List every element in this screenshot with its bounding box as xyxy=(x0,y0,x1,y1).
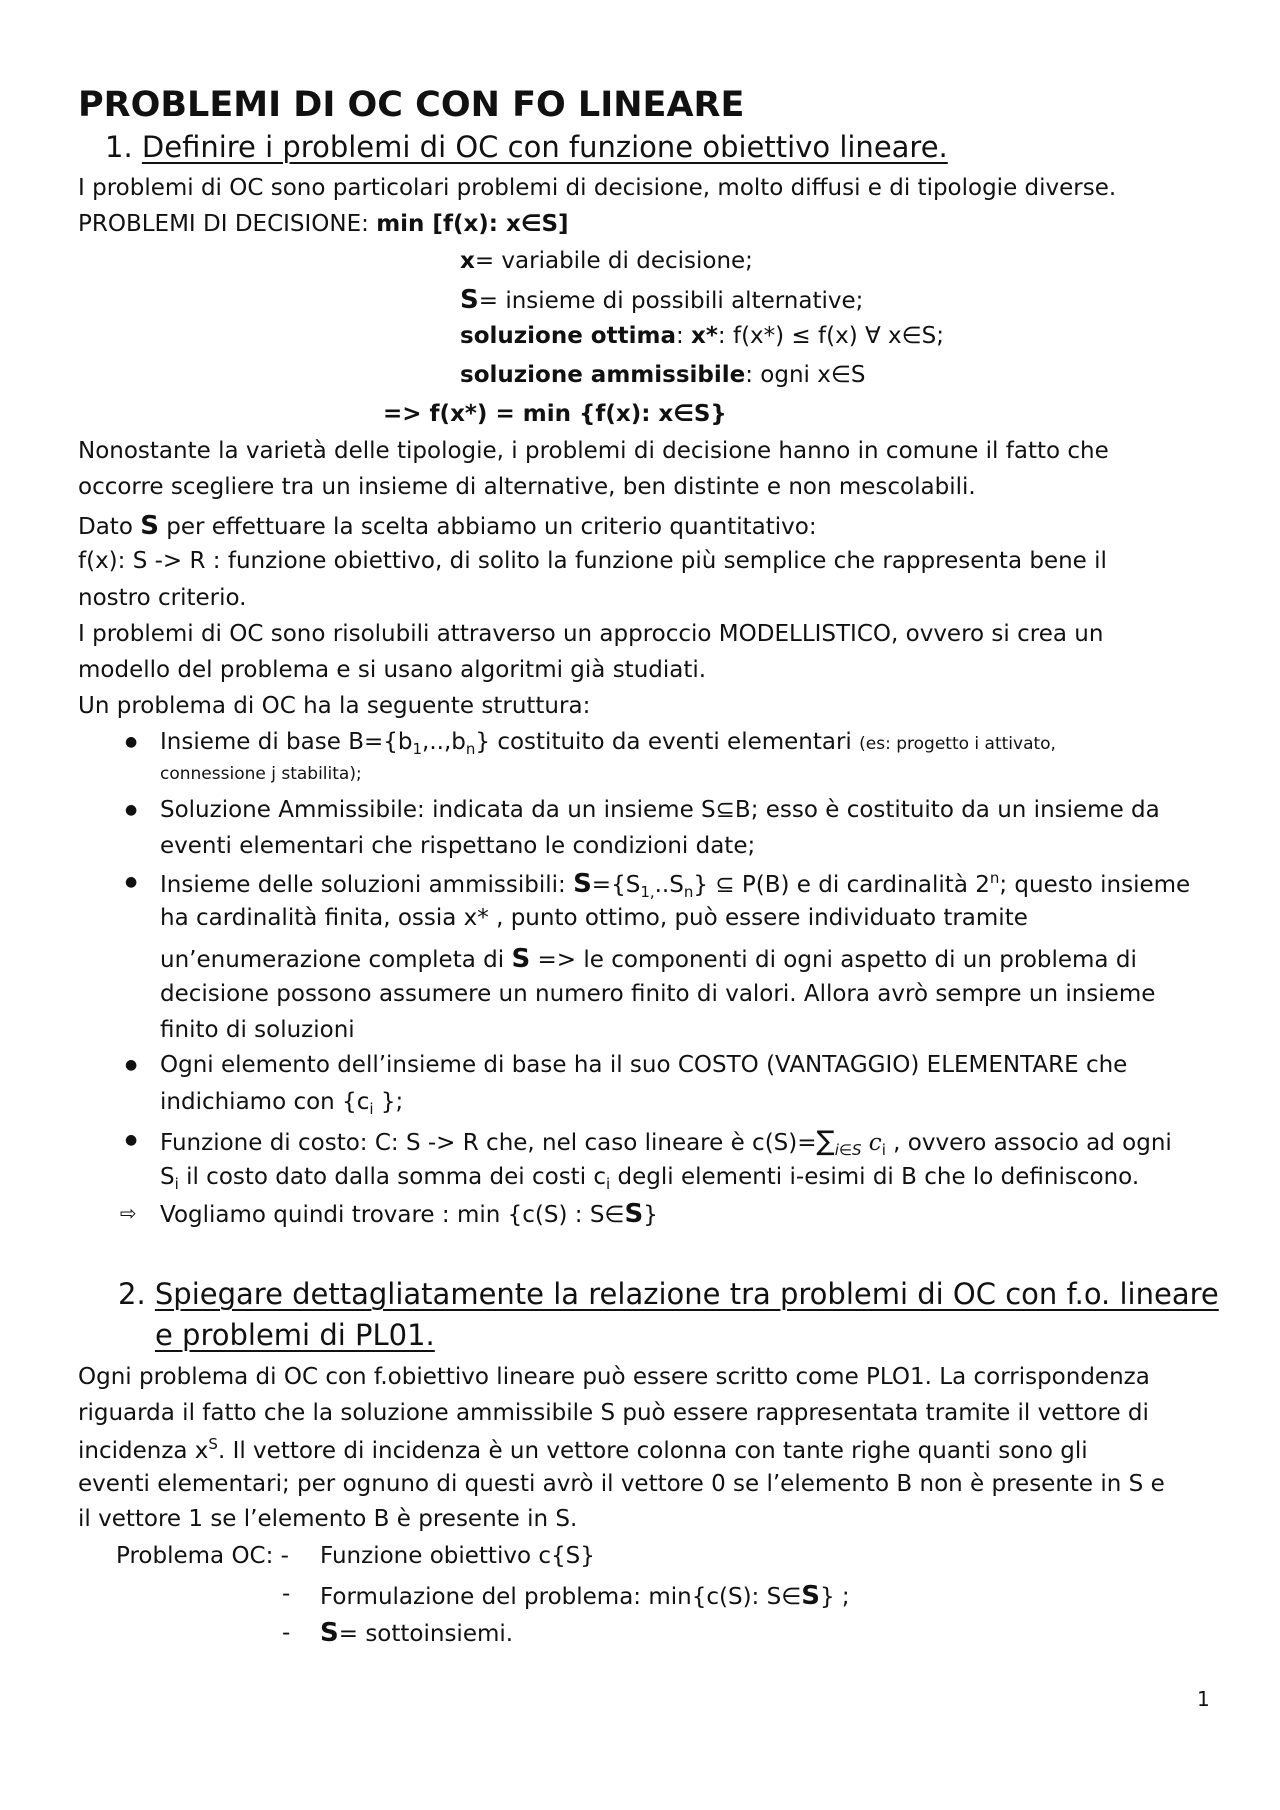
set-symbol: S xyxy=(320,1618,339,1648)
bullet-icon: ● xyxy=(125,1132,138,1148)
decision-formula: min [f(x): x∈S] xyxy=(376,211,569,237)
superscript: n xyxy=(989,869,1000,887)
q1-heading xyxy=(105,130,948,164)
list-item-cont: finito di soluzioni xyxy=(160,1017,355,1043)
set-symbol: S xyxy=(140,511,159,541)
superscript: S xyxy=(208,1435,218,1453)
list-item xyxy=(160,731,1056,757)
def-term: S xyxy=(460,285,479,315)
def-term: x xyxy=(460,248,475,274)
list-item-cont xyxy=(160,1166,1139,1192)
document-title: PROBLEMI DI OC CON FO LINEARE xyxy=(78,85,745,125)
decision-label: PROBLEMI DI DECISIONE: xyxy=(78,211,377,237)
sum-symbol: ∑ xyxy=(816,1126,835,1157)
bullet-icon: ● xyxy=(125,874,138,890)
text: . Il vettore di incidenza è un vettore colonna con tante righe quanti sono gli xyxy=(217,1438,1088,1464)
bullet-icon: ● xyxy=(125,734,138,750)
text: , ovvero associo ad ogni xyxy=(885,1130,1172,1156)
text: = sottoinsiemi. xyxy=(338,1621,514,1647)
list-item-cont xyxy=(160,946,1137,972)
subscript: i xyxy=(606,1175,611,1193)
def-set xyxy=(460,287,863,313)
list-item xyxy=(160,1128,1172,1158)
cost-symbol: c xyxy=(861,1130,882,1156)
text: ,..,b xyxy=(422,729,466,755)
text: } ; xyxy=(819,1584,850,1610)
text: => le componenti di ogni aspetto di un problema di xyxy=(530,947,1137,973)
q2-number: 2. xyxy=(118,1277,146,1311)
q1-paragraph: modello del problema e si usano algoritmi già studiati. xyxy=(78,657,707,683)
text: ={S xyxy=(591,872,641,898)
subscript: 1, xyxy=(640,883,655,901)
def-text: : f(x*) ≤ f(x) ∀ x∈S; xyxy=(717,323,945,349)
decision-line xyxy=(78,213,569,236)
subscript: i xyxy=(881,1141,886,1159)
conclusion-formula: => f(x*) = min {f(x): x∈S} xyxy=(383,401,727,427)
list-item: Soluzione Ammissibile: indicata da un insieme S⊆B; esso è costituito da un insieme da xyxy=(160,797,1160,823)
example-note: connessione j stabilita); xyxy=(160,764,362,784)
subscript: i∈S xyxy=(834,1141,862,1159)
list-item-cont: ha cardinalità finita, ossia x* , punto ottimo, può essere individuato tramite xyxy=(160,905,1028,931)
subscript: 1 xyxy=(412,740,423,758)
text: per effettuare la scelta abbiamo un criterio quantitativo: xyxy=(158,514,817,540)
dash: - xyxy=(282,1620,291,1646)
q1-paragraph: f(x): S -> R : funzione obiettivo, di solito la funzione più semplice che rappresenta bene il xyxy=(78,548,1107,574)
text: } ⊆ P(B) e di cardinalità 2 xyxy=(693,872,990,898)
list-item xyxy=(160,1201,658,1227)
def-admissible xyxy=(460,364,866,387)
subscript: n xyxy=(683,883,694,901)
arrow-right-icon: ⇨ xyxy=(120,1201,137,1225)
list-item-cont: eventi elementari che rispettano le condizioni date; xyxy=(160,833,756,859)
def-sep: : xyxy=(675,323,692,349)
q2-paragraph: eventi elementari; per ognuno di questi avrò il vettore 0 se l’elemento B non è presente in S e xyxy=(78,1471,1165,1497)
q1-paragraph: Nonostante la varietà delle tipologie, i problemi di decisione hanno in comune il fatto che xyxy=(78,438,1109,464)
q1-paragraph: nostro criterio. xyxy=(78,585,247,611)
q1-paragraph: occorre scegliere tra un insieme di alternative, ben distinte e non mescolabili. xyxy=(78,474,976,500)
def-text: = insieme di possibili alternative; xyxy=(478,288,864,314)
q2-heading xyxy=(118,1277,1219,1311)
text: ; questo insieme xyxy=(999,872,1191,898)
def-optimal xyxy=(460,325,944,348)
set-symbol: S xyxy=(573,869,592,899)
set-symbol: S xyxy=(624,1199,644,1229)
def-term: x* xyxy=(691,323,718,349)
text: ..S xyxy=(654,872,684,898)
page-number: 1 xyxy=(1197,1687,1210,1711)
subscript: n xyxy=(465,740,476,758)
text: incidenza x xyxy=(78,1438,209,1464)
set-symbol: S xyxy=(511,944,531,974)
bullet-icon: ● xyxy=(125,1057,138,1073)
def-text: : ogni x∈S xyxy=(745,362,866,388)
dash: - xyxy=(282,1581,291,1607)
text: Insieme delle soluzioni ammissibili: xyxy=(160,872,574,898)
q1-number: 1. xyxy=(105,130,133,164)
oc-label: Problema OC: - xyxy=(116,1543,289,1569)
def-term: soluzione ottima xyxy=(460,323,676,349)
text: } costituito da eventi elementari xyxy=(475,729,860,755)
text: Vogliamo quindi trovare : min {c(S) : S∈ xyxy=(160,1202,625,1228)
q2-heading-cont: e problemi di PL01. xyxy=(155,1318,435,1352)
oc-item xyxy=(320,1583,850,1609)
q2-paragraph: il vettore 1 se l’elemento B è presente in S. xyxy=(78,1506,578,1532)
q1-heading-text: Definire i problemi di OC con funzione obiettivo lineare. xyxy=(141,130,948,164)
text: S xyxy=(160,1164,175,1190)
subscript: i xyxy=(174,1175,179,1193)
text: }; xyxy=(373,1089,404,1115)
oc-item xyxy=(320,1620,513,1646)
q2-paragraph: Ogni problema di OC con f.obiettivo lineare può essere scritto come PLO1. La corrispondenza xyxy=(78,1364,1150,1390)
text: Funzione di costo: C: S -> R che, nel caso lineare è c(S)= xyxy=(160,1130,817,1156)
text: degli elementi i-esimi di B che lo definiscono. xyxy=(610,1164,1140,1190)
def-text: = variabile di decisione; xyxy=(474,248,753,274)
q2-paragraph: riguarda il fatto che la soluzione ammissibile S può essere rappresentata tramite il vettore di xyxy=(78,1400,1149,1426)
list-item: Ogni elemento dell’insieme di base ha il suo COSTO (VANTAGGIO) ELEMENTARE che xyxy=(160,1052,1128,1078)
text: indichiamo con {c xyxy=(160,1089,370,1115)
def-variable xyxy=(460,250,753,273)
set-symbol: S xyxy=(801,1581,820,1611)
q1-intro: I problemi di OC sono particolari problemi di decisione, molto diffusi e di tipologie diverse. xyxy=(78,175,1117,201)
q1-paragraph xyxy=(78,513,817,539)
q2-paragraph xyxy=(78,1437,1088,1463)
text: Formulazione del problema: min{c(S): S∈ xyxy=(320,1584,802,1610)
list-item-cont xyxy=(160,1091,403,1117)
subscript: i xyxy=(369,1100,374,1118)
q2-heading-text: Spiegare dettagliatamente la relazione tra problemi di OC con f.o. lineare xyxy=(154,1277,1219,1311)
def-term: soluzione ammissibile xyxy=(460,362,746,388)
text: } xyxy=(643,1202,658,1228)
q1-paragraph: I problemi di OC sono risolubili attraverso un approccio MODELLISTICO, ovvero si crea un xyxy=(78,621,1104,647)
text: un’enumerazione completa di xyxy=(160,947,512,973)
text: il costo dato dalla somma dei costi c xyxy=(178,1164,607,1190)
bullet-icon: ● xyxy=(125,802,138,818)
oc-item: Funzione obiettivo c{S} xyxy=(320,1543,595,1569)
list-item xyxy=(160,871,1190,900)
q1-paragraph: Un problema di OC ha la seguente struttura: xyxy=(78,693,591,719)
list-item-cont: decisione possono assumere un numero finito di valori. Allora avrò sempre un insieme xyxy=(160,981,1156,1007)
text: Dato xyxy=(78,514,141,540)
example-note: (es: progetto i attivato, xyxy=(859,734,1056,754)
text: Insieme di base B={b xyxy=(160,729,413,755)
